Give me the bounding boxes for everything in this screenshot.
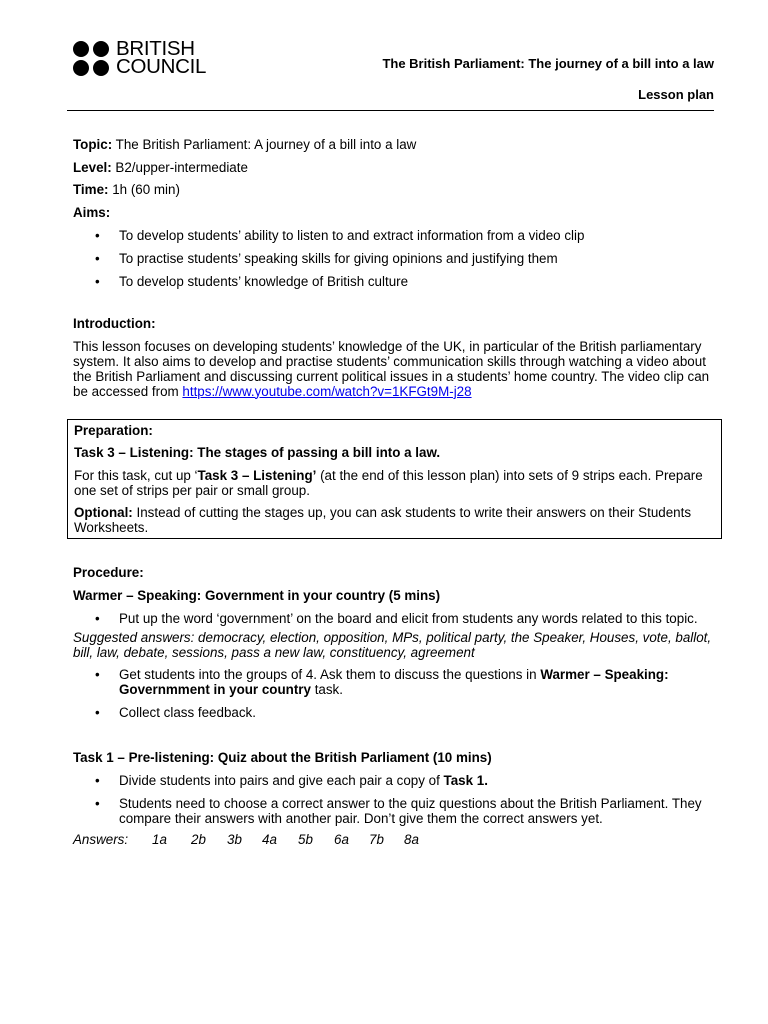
list-item: • Collect class feedback. [95, 705, 256, 720]
answer-item: 7b [369, 832, 384, 847]
task1-title: Task 1 – Pre-listening: Quiz about the British Parliament (10 mins) [73, 750, 492, 765]
list-item: • To develop students’ ability to listen to and extract information from a video clip [95, 227, 585, 243]
warmer-list-1 [73, 611, 718, 626]
preparation-task-title: Task 3 – Listening: The stages of passing a bill into a law. [74, 445, 441, 460]
answer-item: 8a [404, 832, 419, 847]
preparation-heading: Preparation: [74, 422, 153, 438]
suggested-answers: Suggested answers: democracy, election, opposition, MPs, political party, the Speaker, Houses, vote, ballot, bill, law, debate, sessions, pass a new law, constituency, agreement [73, 630, 712, 660]
list-item: • Students need to choose a correct answer to the quiz questions about the British Parliament. They compare their answers with another pair. Don’t give them the correct answers yet. [95, 796, 702, 826]
preparation-box [67, 419, 722, 540]
list-item: • Divide students into pairs and give each pair a copy of Task 1. [95, 773, 488, 788]
lesson-plan-body [73, 137, 718, 855]
answer-item: 2b [191, 832, 206, 847]
procedure-heading: Procedure: [73, 565, 144, 580]
list-item: • To practise students’ speaking skills for giving opinions and justifying them [95, 250, 558, 266]
logo-dots-icon [73, 41, 110, 76]
answers-line [73, 832, 718, 847]
answer-item: 3b [227, 832, 242, 847]
level-line: Level: B2/upper-intermediate [73, 159, 248, 175]
preparation-optional: Optional: Instead of cutting the stages up, you can ask students to write their answers on their Students Worksheets. [74, 505, 692, 535]
document-subtitle: Lesson plan [638, 87, 714, 102]
warmer-list-2 [73, 667, 718, 720]
logo-wordmark: BRITISH COUNCIL [116, 37, 207, 78]
british-council-logo [73, 37, 207, 78]
introduction-heading: Introduction: [73, 315, 156, 331]
introduction-text: This lesson focuses on developing students’ knowledge of the UK, in particular of the British parliamentary system. It also aims to develop and practise students’ communication skills through watching a video about the British Parliament and discussing current political issues in a students’ home country. The video clip can be accessed from https://www.youtube.com/watch?v=1KFGt9M-j28 [73, 338, 710, 399]
preparation-instructions: For this task, cut up ‘Task 3 – Listening’ (at the end of this lesson plan) into sets of 9 strips each. Prepare one set of strips per pair or small group. [74, 467, 703, 498]
answer-item: 5b [298, 832, 313, 847]
list-item: • Get students into the groups of 4. Ask them to discuss the questions in Warmer – Speaking: Governmment in your country task. [95, 667, 669, 697]
time-line: Time: 1h (60 min) [73, 182, 180, 197]
document-title: The British Parliament: The journey of a bill into a law [382, 56, 714, 71]
video-link[interactable]: https://www.youtube.com/watch?v=1KFGt9M-j28 [182, 383, 472, 399]
header-divider [67, 110, 714, 111]
aims-list [73, 228, 718, 289]
answers-label: Answers: [73, 832, 129, 847]
list-item: • Put up the word ‘government’ on the board and elicit from students any words related to this topic. [95, 611, 698, 626]
answer-item: 4a [262, 832, 277, 847]
warmer-title: Warmer – Speaking: Government in your country (5 mins) [73, 588, 441, 603]
answer-item: 6a [334, 832, 349, 847]
aims-heading: Aims: [73, 204, 111, 220]
topic-line: Topic: The British Parliament: A journey of a bill into a law [73, 137, 417, 152]
list-item: • To develop students’ knowledge of British culture [95, 273, 409, 289]
answer-item: 1a [152, 832, 167, 847]
task1-list [73, 773, 718, 826]
